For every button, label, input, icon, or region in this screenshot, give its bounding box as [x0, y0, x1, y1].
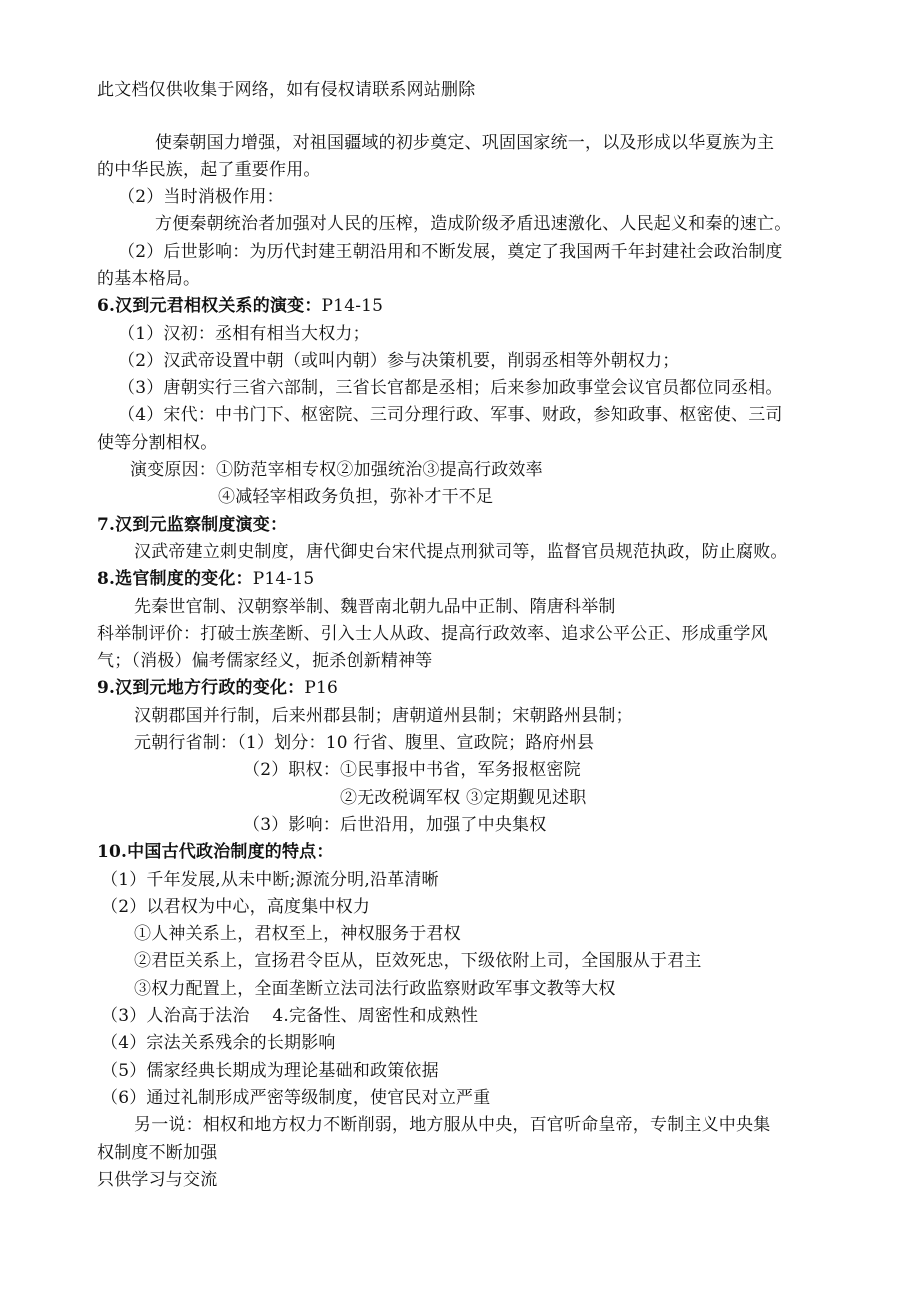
- paragraph-line: （2）后世影响：为历代封建王朝沿用和不断发展，奠定了我国两千年封建社会政治制度: [118, 242, 783, 262]
- heading-text: 6.汉到元君相权关系的演变：: [97, 296, 322, 316]
- list-item: （1）千年发展,从未中断;源流分明,沿革清晰: [101, 870, 439, 890]
- paragraph-line: 的中华民族，起了重要作用。: [97, 160, 321, 180]
- list-item: （4）宗法关系残余的长期影响: [101, 1033, 336, 1053]
- section-heading-7: 7.汉到元监察制度演变：: [97, 515, 288, 535]
- paragraph-line: 权制度不断加强: [97, 1143, 218, 1163]
- list-item: ③权力配置上，全面垄断立法司法行政监察财政军事文教等大权: [134, 979, 616, 999]
- paragraph-line: 的基本格局。: [97, 269, 201, 289]
- list-item: ②君臣关系上，宣扬君令臣从，臣效死忠，下级依附上司，全国服从于君主: [134, 951, 702, 971]
- paragraph-line: 先秦世官制、汉朝察举制、魏晋南北朝九品中正制、隋唐科举制: [134, 597, 616, 617]
- paragraph-line: （2）当时消极作用：: [118, 187, 284, 207]
- list-item: （2）汉武帝设置中朝（或叫内朝）参与决策机要，削弱丞相等外朝权力；: [118, 351, 680, 371]
- paragraph-line: 另一说：相权和地方权力不断削弱，地方服从中央，百官听命皇帝，专制主义中央集: [134, 1115, 771, 1135]
- paragraph-line: 方便秦朝统治者加强对人民的压榨，造成阶级矛盾迅速激化、人民起义和秦的速亡。: [155, 214, 792, 234]
- paragraph-line: 元朝行省制：（1）划分：10 行省、腹里、宣政院；路府州县: [134, 733, 595, 753]
- section-heading-8: [97, 569, 314, 589]
- paragraph-line: 气；（消极）偏考儒家经义，扼杀创新精神等: [97, 651, 433, 671]
- list-item: 使等分割相权。: [97, 433, 218, 453]
- section-heading-6: [97, 296, 383, 316]
- paragraph-line: （2）职权：①民事报中书省，军务报枢密院: [243, 760, 581, 780]
- list-item: （6）通过礼制形成严密等级制度，使官民对立严重: [101, 1088, 491, 1108]
- list-item: （1）汉初：丞相有相当大权力；: [118, 324, 370, 344]
- list-item: （3）人治高于法治 4.完备性、周密性和成熟性: [101, 1006, 479, 1026]
- list-item: （4）宋代：中书门下、枢密院、三司分理行政、军事、财政，参知政事、枢密使、三司: [118, 405, 783, 425]
- list-item: （3）唐朝实行三省六部制，三省长官都是丞相；后来参加政事堂会议官员都位同丞相。: [118, 378, 783, 398]
- list-item: （2）以君权为中心，高度集中权力: [101, 897, 371, 917]
- heading-text: 9.汉到元地方行政的变化：: [97, 678, 305, 698]
- watermark-header: 此文档仅供收集于网络，如有侵权请联系网站删除: [97, 80, 476, 100]
- section-heading-10: 10.中国古代政治制度的特点：: [97, 842, 334, 862]
- page-reference: P16: [304, 678, 339, 698]
- section-heading-9: [97, 678, 338, 698]
- watermark-footer: 只供学习与交流: [97, 1170, 218, 1190]
- heading-text: 8.选官制度的变化：: [97, 569, 253, 589]
- paragraph-line: 汉朝郡国并行制，后来州郡县制；唐朝道州县制；宋朝路州县制；: [134, 706, 633, 726]
- paragraph-line: 汉武帝建立刺史制度，唐代御史台宋代提点刑狱司等，监督官员规范执政，防止腐败。: [134, 542, 788, 562]
- page-reference: P14-15: [321, 296, 384, 316]
- paragraph-line: ④减轻宰相政务负担，弥补才干不足: [218, 487, 494, 507]
- paragraph-line: （3）影响：后世沿用，加强了中央集权: [243, 815, 547, 835]
- list-item: （5）儒家经典长期成为理论基础和政策依据: [101, 1061, 439, 1081]
- paragraph-line: 使秦朝国力增强，对祖国疆域的初步奠定、巩固国家统一，以及形成以华夏族为主: [155, 133, 775, 153]
- paragraph-line: 演变原因：①防范宰相专权②加强统治③提高行政效率: [130, 460, 543, 480]
- paragraph-line: 科举制评价：打破士族垄断、引入士人从政、提高行政效率、追求公平公正、形成重学风: [97, 624, 768, 644]
- page-reference: P14-15: [252, 569, 315, 589]
- paragraph-line: ②无改税调军权 ③定期觐见述职: [340, 788, 587, 808]
- list-item: ①人神关系上，君权至上，神权服务于君权: [134, 924, 461, 944]
